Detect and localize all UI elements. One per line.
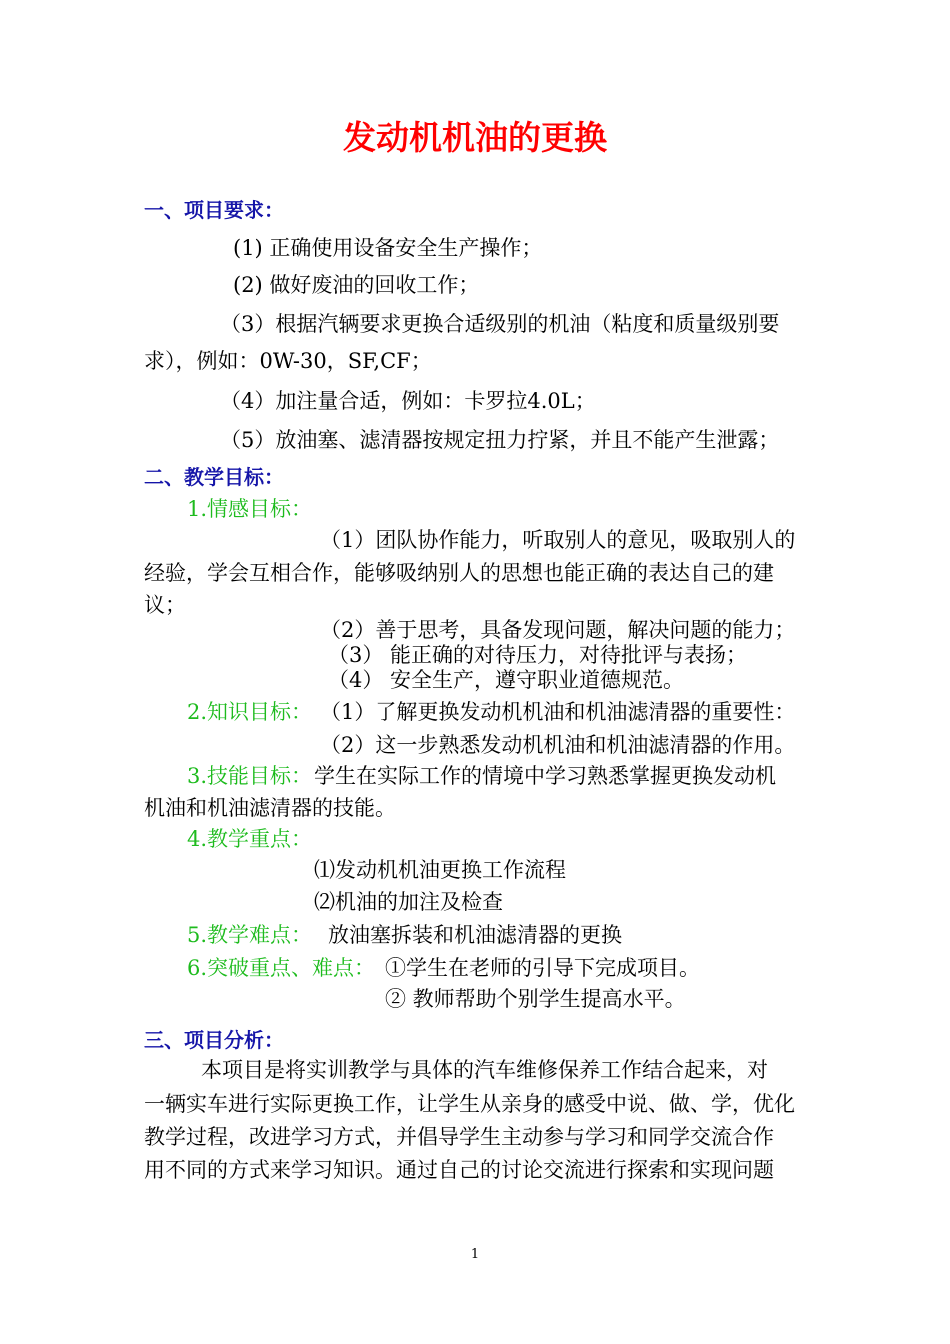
analysis-line: 用不同的方式来学习知识。通过自己的讨论交流进行探索和实现问题 bbox=[144, 1158, 774, 1182]
section-heading-requirements: 一、项目要求： bbox=[144, 198, 284, 222]
analysis-line: 本项目是将实训教学与具体的汽车维修保养工作结合起来，对 bbox=[201, 1058, 768, 1082]
breakthrough-label: 6.突破重点、难点： bbox=[187, 956, 376, 980]
knowledge-goal-line: （1）了解更换发动机机油和机油滤清器的重要性： bbox=[320, 700, 796, 724]
requirement-line: （4）加注量合适，例如：卡罗拉4.0L； bbox=[220, 389, 596, 413]
requirement-line: (2) 做好废油的回收工作； bbox=[233, 273, 480, 297]
skill-goal-line: 学生在实际工作的情境中学习熟悉掌握更换发动机 bbox=[314, 764, 776, 788]
skill-goal-label: 3.技能目标： bbox=[187, 764, 313, 788]
emotion-goal-line: （4） 安全生产，遵守职业道德规范。 bbox=[328, 668, 685, 692]
section-heading-analysis: 三、项目分析： bbox=[144, 1028, 284, 1052]
page-number: 1 bbox=[470, 1247, 480, 1262]
teaching-focus-label: 4.教学重点： bbox=[187, 827, 313, 851]
emotion-goal-line: 议； bbox=[144, 593, 186, 617]
analysis-line: 一辆实车进行实际更换工作，让学生从亲身的感受中说、做、学，优化 bbox=[144, 1092, 795, 1116]
emotion-goal-label: 1.情感目标： bbox=[187, 497, 313, 521]
analysis-line: 教学过程，改进学习方式，并倡导学生主动参与学习和同学交流合作 bbox=[144, 1125, 774, 1149]
teaching-focus-line: ⑵机油的加注及检查 bbox=[314, 890, 503, 914]
requirement-line: （3）根据汽辆要求更换合适级别的机油（粘度和质量级别要 bbox=[220, 312, 780, 336]
requirement-line: （5）放油塞、滤清器按规定扭力拧紧，并且不能产生泄露； bbox=[220, 428, 780, 452]
emotion-goal-line: （1）团队协作能力，听取别人的意见，吸取别人的 bbox=[320, 528, 796, 552]
emotion-goal-line: 经验，学会互相合作，能够吸纳别人的思想也能正确的表达自己的建 bbox=[144, 561, 774, 585]
emotion-goal-line: （2）善于思考，具备发现问题，解决问题的能力； bbox=[320, 618, 796, 642]
requirement-line: (1) 正确使用设备安全生产操作； bbox=[233, 236, 543, 260]
skill-goal-line: 机油和机油滤清器的技能。 bbox=[144, 796, 396, 820]
teaching-difficulty-label: 5.教学难点： bbox=[187, 923, 313, 947]
section-heading-goals: 二、教学目标： bbox=[144, 465, 284, 489]
knowledge-goal-label: 2.知识目标： bbox=[187, 700, 313, 724]
requirement-line: 求），例如：0W-30，SF,CF； bbox=[144, 349, 432, 373]
breakthrough-line: ② 教师帮助个别学生提高水平。 bbox=[385, 987, 686, 1011]
teaching-difficulty-text: 放油塞拆装和机油滤清器的更换 bbox=[328, 923, 622, 947]
teaching-focus-line: ⑴发动机机油更换工作流程 bbox=[314, 858, 566, 882]
knowledge-goal-line: （2）这一步熟悉发动机机油和机油滤清器的作用。 bbox=[320, 733, 796, 757]
document-title: 发动机机油的更换 bbox=[343, 118, 607, 157]
breakthrough-line: ①学生在老师的引导下完成项目。 bbox=[385, 956, 700, 980]
emotion-goal-line: （3） 能正确的对待压力，对待批评与表扬； bbox=[328, 643, 748, 667]
